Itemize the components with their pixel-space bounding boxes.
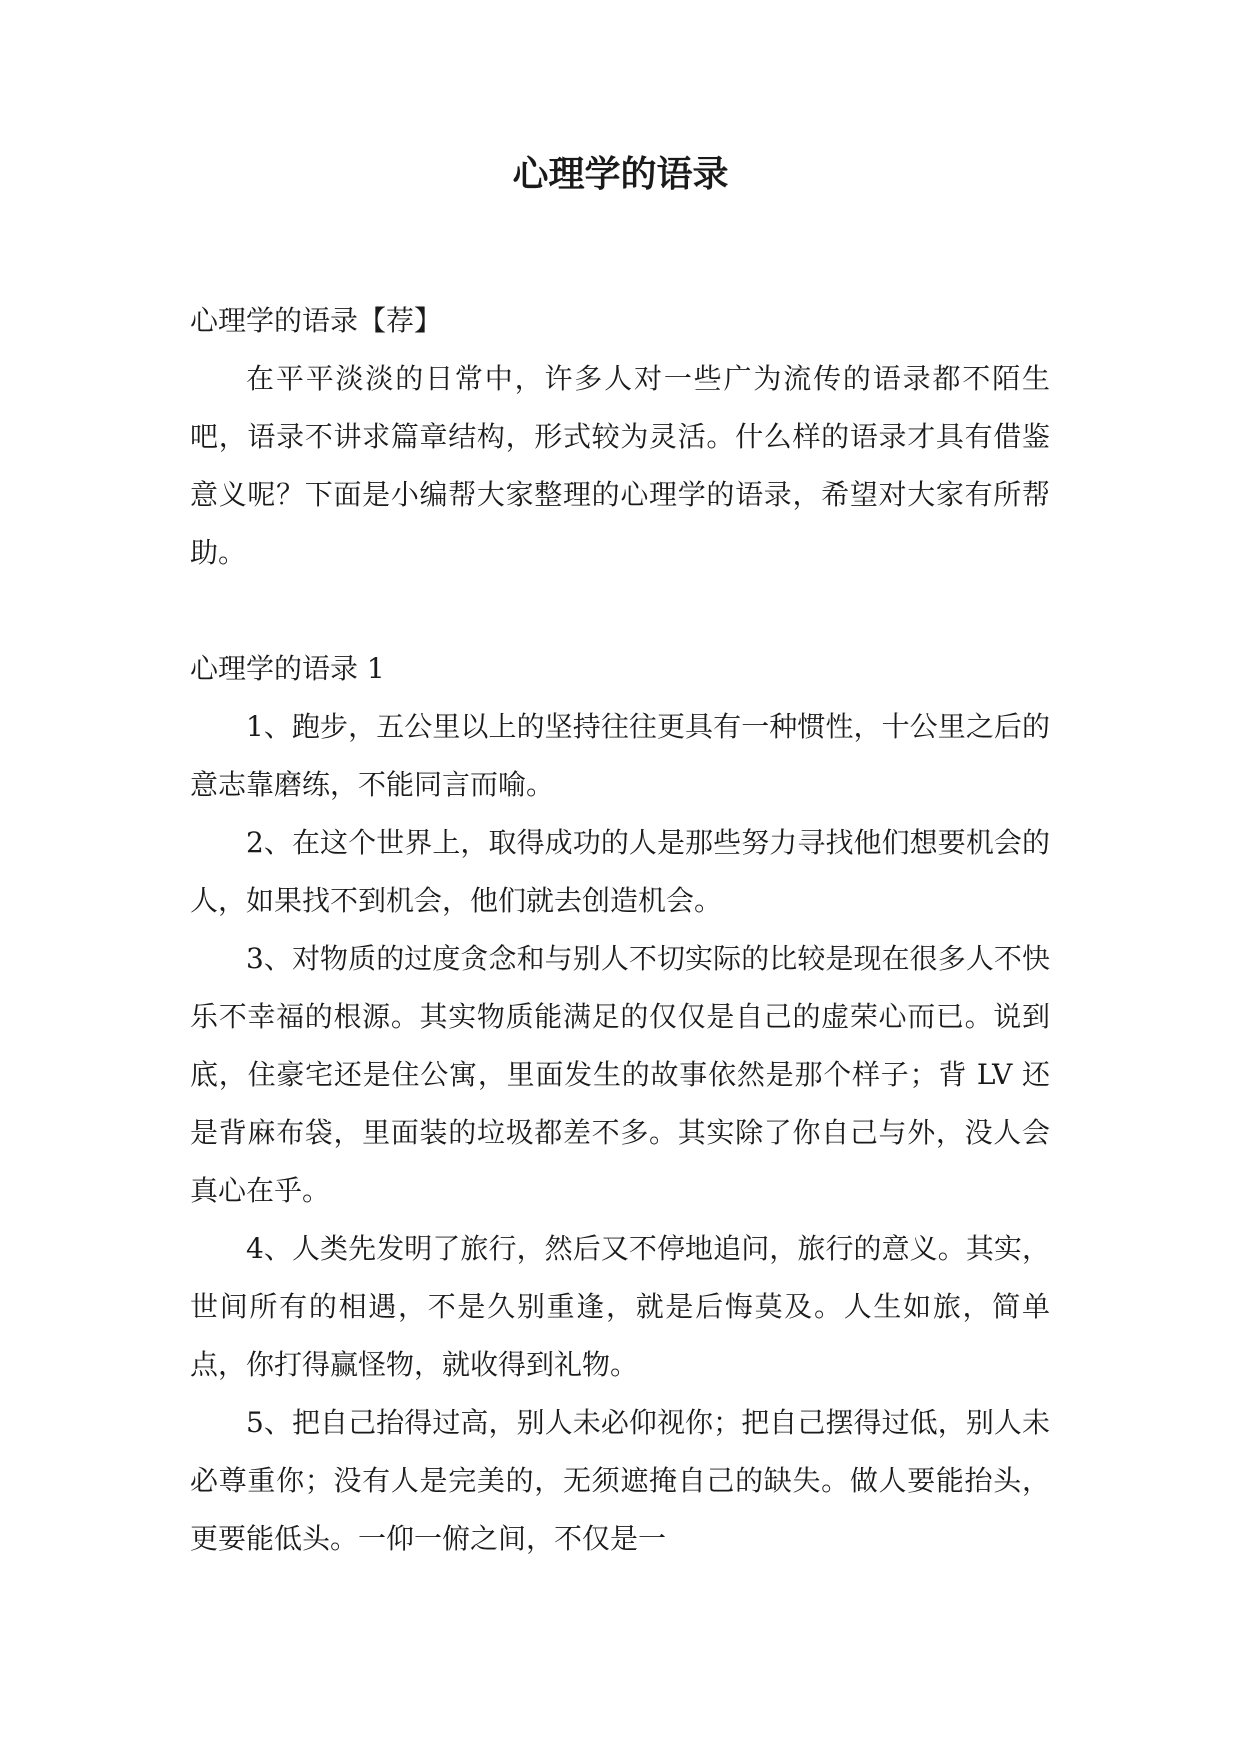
intro-paragraph: 在平平淡淡的日常中，许多人对一些广为流传的语录都不陌生吧，语录不讲求篇章结构，形式较为灵活。什么样的语录才具有借鉴意义呢？下面是小编帮大家整理的心理学的语录，希望对大家有所帮助。 <box>190 362 1050 569</box>
quote-item-3: 3、对物质的过度贪念和与别人不切实际的比较是现在很多人不快乐不幸福的根源。其实物质能满足的仅仅是自己的虚荣心而已。说到底，住豪宅还是住公寓，里面发生的故事依然是那个样子；背 LV 还是背麻布袋，里面装的垃圾都差不多。其实除了你自己与外，没人会真心在乎。 <box>190 942 1050 1207</box>
document-title: 心理学的语录 <box>512 154 729 195</box>
quote-item-1: 1、跑步，五公里以上的坚持往往更具有一种惯性，十公里之后的意志靠磨练，不能同言而喻。 <box>190 710 1050 801</box>
document-body <box>190 292 1050 1568</box>
quote-item-5: 5、把自己抬得过高，别人未必仰视你；把自己摆得过低，别人未必尊重你；没有人是完美的，无须遮掩自己的缺失。做人要能抬头，更要能低头。一仰一俯之间，不仅是一 <box>190 1406 1050 1555</box>
paragraph-spacer <box>190 582 1050 640</box>
quote-item-4: 4、人类先发明了旅行，然后又不停地追问，旅行的意义。其实，世间所有的相遇，不是久别重逢，就是后悔莫及。人生如旅，简单点，你打得赢怪物，就收得到礼物。 <box>190 1232 1050 1381</box>
quote-item-2: 2、在这个世界上，取得成功的人是那些努力寻找他们想要机会的人，如果找不到机会，他们就去创造机会。 <box>190 826 1050 917</box>
subtitle: 心理学的语录【荐】 <box>190 304 443 337</box>
section-heading: 心理学的语录 1 <box>190 652 385 685</box>
